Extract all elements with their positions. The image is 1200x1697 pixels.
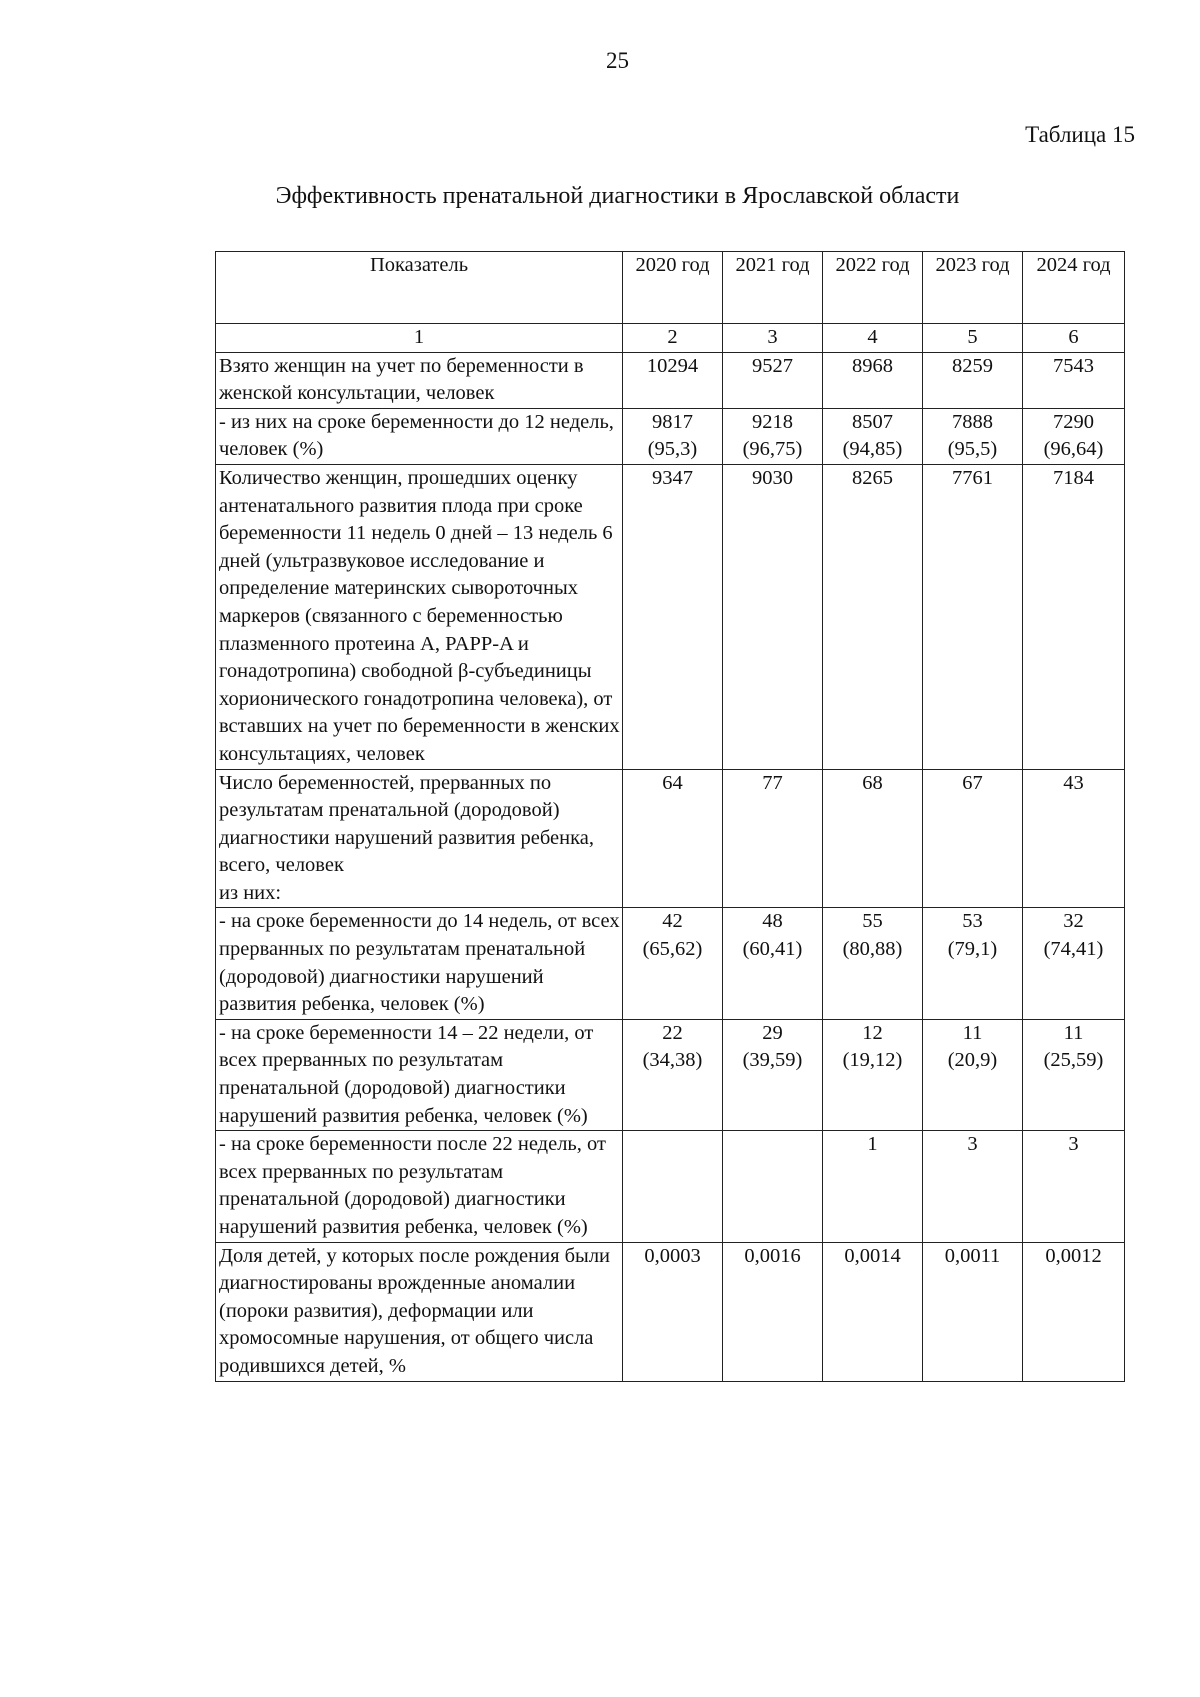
value-percent: (39,59) [742, 1049, 803, 1072]
value-number: 64 [662, 771, 683, 794]
indicator-cell [216, 1131, 623, 1242]
page-number: 25 [606, 48, 629, 73]
table-row [216, 908, 1125, 1019]
value-cell [723, 908, 823, 1019]
value-cell [923, 352, 1023, 408]
value-cell [623, 464, 723, 769]
value-percent: (19,12) [842, 1049, 903, 1072]
value-cell [823, 408, 923, 464]
value-number: 3 [1068, 1133, 1079, 1156]
value-cell [1023, 408, 1125, 464]
value-cell [923, 1242, 1023, 1381]
table-row [216, 769, 1125, 908]
column-number-row [216, 324, 1125, 353]
value-percent: (20,9) [947, 1049, 998, 1072]
value-number: 7184 [1053, 466, 1094, 489]
value-cell [723, 1019, 823, 1130]
value-cell [723, 408, 823, 464]
table-row [216, 464, 1125, 769]
value-cell [623, 1242, 723, 1381]
table-title: Эффективность пренатальной диагностики в Ярославской области [275, 183, 960, 209]
indicator-cell [216, 352, 623, 408]
header-cell: 2021 год [723, 252, 823, 324]
value-number: 43 [1063, 771, 1084, 794]
value-number: 53 [962, 910, 983, 933]
indicator-cell [216, 464, 623, 769]
value-cell [623, 408, 723, 464]
value-number: 11 [962, 1021, 983, 1044]
value-number: 55 [862, 910, 883, 933]
value-cell [623, 908, 723, 1019]
value-cell [923, 1019, 1023, 1130]
value-cell [823, 1242, 923, 1381]
header-cell: Показатель [216, 252, 623, 324]
value-cell [823, 464, 923, 769]
value-number: 1 [867, 1133, 878, 1156]
value-cell [723, 352, 823, 408]
value-cell [1023, 1019, 1125, 1130]
column-number: 5 [923, 324, 1023, 353]
indicator-text: - на сроке беременности 14 – 22 недели, от всех прерванных по результатам пренатальной (дородовой) диагностики нарушений развития ребенка, человек (%) [219, 1021, 594, 1127]
indicator-text: - на сроке беременности после 22 недель, от всех прерванных по результатам пренатальной (дородовой) диагностики нарушений развития ребенка, человек (%) [219, 1133, 606, 1238]
header-cell: 2023 год [923, 252, 1023, 324]
value-cell [823, 769, 923, 908]
column-number: 2 [623, 324, 723, 353]
column-number: 3 [723, 324, 823, 353]
indicator-text: Количество женщин, прошедших оценку антенатального развития плода при сроке беременности 11 недель 0 дней – 13 недель 6 дней (ультразвуковое исследование и определение материнских сывороточных маркеров (связанного с беременностью плазменного протеина А, PAPP-A и гонадотропина) свободной β-субъединицы хорионического гонадотропина человека), от вставших на учет по беременности в женских консультациях, человек [219, 466, 620, 765]
value-cell [723, 464, 823, 769]
value-number: 22 [662, 1021, 683, 1044]
value-number: 11 [1063, 1021, 1084, 1044]
value-number: 9218 [752, 410, 793, 433]
value-number: 9527 [752, 354, 793, 377]
indicator-text: - из них на сроке беременности до 12 недель, человек (%) [219, 410, 614, 461]
value-cell [1023, 1242, 1125, 1381]
value-number: 8968 [852, 354, 893, 377]
header-cell: 2022 год [823, 252, 923, 324]
value-percent: (95,3) [647, 438, 698, 461]
value-cell [623, 1019, 723, 1130]
indicator-cell [216, 908, 623, 1019]
column-number: 4 [823, 324, 923, 353]
value-number: 42 [662, 910, 683, 933]
value-percent: (96,64) [1043, 438, 1104, 461]
value-number: 10294 [646, 354, 699, 377]
value-cell [623, 352, 723, 408]
value-cell [723, 1131, 823, 1242]
header-cell: 2024 год [1023, 252, 1125, 324]
value-number: 7290 [1053, 410, 1094, 433]
value-number: 7761 [952, 466, 993, 489]
value-percent: (25,59) [1043, 1049, 1104, 1072]
value-number: 77 [762, 771, 783, 794]
value-number: 32 [1063, 910, 1084, 933]
value-number: 12 [862, 1021, 883, 1044]
value-percent: (34,38) [642, 1049, 703, 1072]
value-cell [823, 352, 923, 408]
header-cell: 2020 год [623, 252, 723, 324]
prenatal-diagnostics-table [215, 251, 1125, 1382]
value-number: 0,0011 [944, 1244, 1001, 1267]
value-number: 67 [962, 771, 983, 794]
indicator-text: Взято женщин на учет по беременности в женской консультации, человек [219, 354, 584, 405]
value-percent: (79,1) [947, 938, 998, 961]
value-number: 3 [967, 1133, 978, 1156]
value-number: 0,0003 [644, 1244, 701, 1267]
value-cell [823, 1019, 923, 1130]
value-cell [923, 464, 1023, 769]
value-number: 68 [862, 771, 883, 794]
indicator-text: - на сроке беременности до 14 недель, от всех прерванных по результатам пренатальной (дородовой) диагностики нарушений развития ребенка, человек (%) [219, 910, 620, 1016]
value-number: 9347 [652, 466, 693, 489]
value-number: 0,0016 [744, 1244, 801, 1267]
table-row [216, 408, 1125, 464]
value-cell [1023, 464, 1125, 769]
table-row [216, 1019, 1125, 1130]
value-cell [823, 908, 923, 1019]
table-label: Таблица 15 [1025, 122, 1135, 147]
value-cell [1023, 769, 1125, 908]
indicator-cell [216, 769, 623, 908]
header-row [216, 252, 1125, 324]
value-number: 8259 [952, 354, 993, 377]
indicator-cell [216, 1242, 623, 1381]
value-cell [623, 769, 723, 908]
value-number: 7888 [952, 410, 993, 433]
value-number: 9030 [752, 466, 793, 489]
value-cell [923, 1131, 1023, 1242]
value-number: 29 [762, 1021, 783, 1044]
value-cell [823, 1131, 923, 1242]
value-number: 9817 [652, 410, 693, 433]
value-cell [623, 1131, 723, 1242]
value-number: 48 [762, 910, 783, 933]
value-cell [723, 1242, 823, 1381]
value-percent: (95,5) [947, 438, 998, 461]
value-percent: (65,62) [642, 938, 703, 961]
value-cell [1023, 352, 1125, 408]
value-percent: (80,88) [842, 938, 903, 961]
table-row [216, 352, 1125, 408]
value-number: 0,0012 [1045, 1244, 1102, 1267]
column-number: 1 [216, 324, 623, 353]
value-cell [923, 769, 1023, 908]
value-cell [1023, 908, 1125, 1019]
value-number: 8265 [852, 466, 893, 489]
indicator-text: Число беременностей, прерванных по результатам пренатальной (дородовой) диагностики нарушений развития ребенка, всего, человек [219, 771, 594, 877]
indicator-cell [216, 408, 623, 464]
table-row [216, 1242, 1125, 1381]
value-cell [723, 769, 823, 908]
indicator-cell [216, 1019, 623, 1130]
value-percent: (94,85) [842, 438, 903, 461]
column-number: 6 [1023, 324, 1125, 353]
indicator-suffix: из них: [219, 881, 282, 904]
value-percent: (60,41) [742, 938, 803, 961]
value-cell [923, 908, 1023, 1019]
value-number: 8507 [852, 410, 893, 433]
indicator-text: Доля детей, у которых после рождения были диагностированы врожденные аномалии (пороки развития), деформации или хромосомные нарушения, от общего числа родившихся детей, % [219, 1244, 611, 1377]
value-percent: (74,41) [1043, 938, 1104, 961]
value-number: 0,0014 [844, 1244, 901, 1267]
value-cell [1023, 1131, 1125, 1242]
table-row [216, 1131, 1125, 1242]
value-cell [923, 408, 1023, 464]
value-number: 7543 [1053, 354, 1094, 377]
value-percent: (96,75) [742, 438, 803, 461]
